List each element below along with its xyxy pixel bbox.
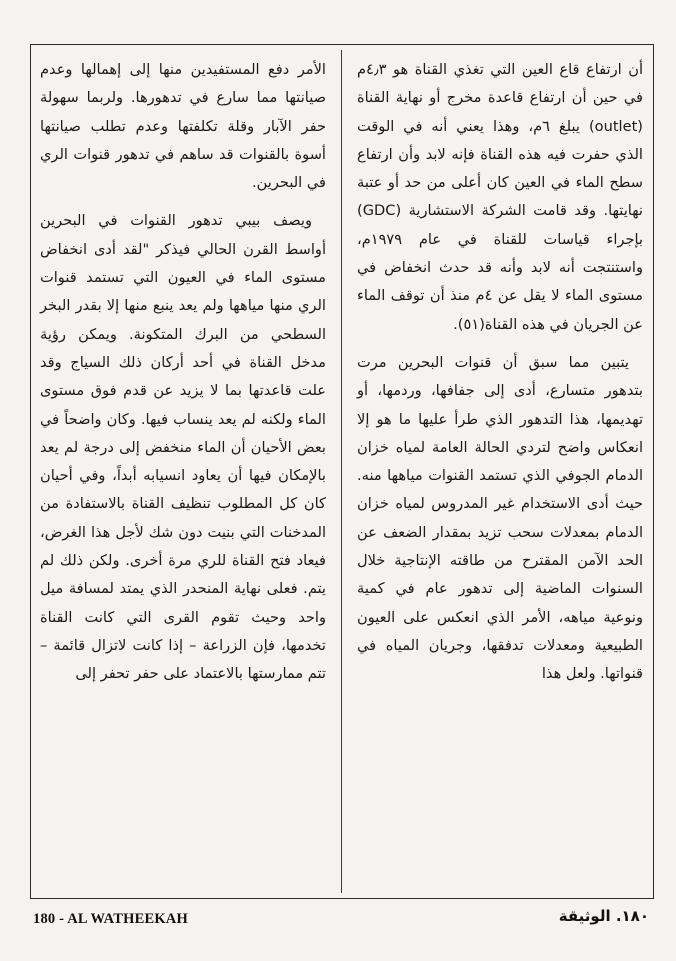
left-column [40, 56, 326, 689]
footer-page-label-latin: 180 - AL WATHEEKAH [33, 911, 188, 927]
right-paragraph-1: أن ارتفاع قاع العين التي تغذي القناة هو ٤٫٣م في حين أن ارتفاع قاعدة مخرج أو نهاية القناة (outlet) يبلغ ٦م، وهذا يعني أنه في الوقت الذي حفرت فيه هذه القناة فإنه لابد وأن ارتفاع سطح الماء في العين كان أعلى من حد أو عتبة نهايتها. وقد قامت الشركة الاستشارية (GDC) بإجراء قياسات للقناة في عام ١٩٧٩م، واستنتجت أنه لابد وأنه قد حدث انخفاض في مستوى الماء لا يقل عن ٤م منذ أن توقف الماء عن الجريان في هذه القناة(٥١). [357, 61, 643, 333]
left-paragraph-1: الأمر دفع المستفيدين منها إلى إهمالها وعدم صيانتها مما سارع في تدهورها. ولربما سهولة حفر الآبار وقلة تكلفتها وعدم تطلب صيانتها أسوة بالقنوات قد ساهم في تدهور قنوات الري في البحرين. [40, 61, 326, 192]
left-paragraph-2: ويصف بيبي تدهور القنوات في البحرين أواسط القرن الحالي فيذكر "لقد أدى انخفاض مستوى الماء في العيون التي تستمد قنوات الري منها مياهها ولم يعد ينبع منها إلا بقدر البخر السطحي من البرك المتكونة. ويمكن رؤية مدخل القناة في أحد أركان ذلك السياج وقد علت قاعدتها بما لا يزيد عن قدم فوق مستوى الماء ولكنه لم يعد ينساب فيها. وكان واضحاً في بعض الأحيان أن الماء منخفض إلى درجة لم يعد بالإمكان فيها أن يعاود انسيابه أبداً، وفي أحيان كان كل المطلوب تنظيف القناة بالاستفادة من المدخنات التي بنيت دون شك لأجل هذا الغرض، فيعاد فتح القناة للري مرة أخرى. ولكن ذلك لم يتم. فعلى نهاية المنحدر الذي يمتد لمسافة ميل واحد وحيث تقوم القرى التي كانت القناة تخدمها، فإن الزراعة – إذا كانت لاتزال قائمة – تتم ممارستها بالاعتماد على حفر تحفر إلى [40, 212, 326, 683]
footer-page-label-arabic: ١٨٠. الوثيقة [558, 907, 649, 925]
column-divider [341, 50, 342, 893]
right-paragraph-2: يتبين مما سبق أن قنوات البحرين مرت بتدهور متسارع، أدى إلى جفافها، وردمها، أو تهديمها، هذا التدهور الذي طرأ عليها ما هو إلا انعكاس واضح لتردي الحالة العامة لمياه خزان الدمام الجوفي الذي تستمد القنوات مياهها منه. حيث أدى الاستخدام غير المدروس لمياه خزان الدمام بمعدلات سحب تزيد بمقدار الضعف عن الحد الآمن المقترح من طاقته الإنتاجية خلال السنوات الماضية إلى تدهور عام في كمية ونوعية مياهه، الأمر الذي انعكس على العيون الطبيعية ومعدلات تدفقها، وجريان المياه في قنواتها. ولعل هذا [357, 353, 643, 683]
right-column [357, 56, 643, 689]
